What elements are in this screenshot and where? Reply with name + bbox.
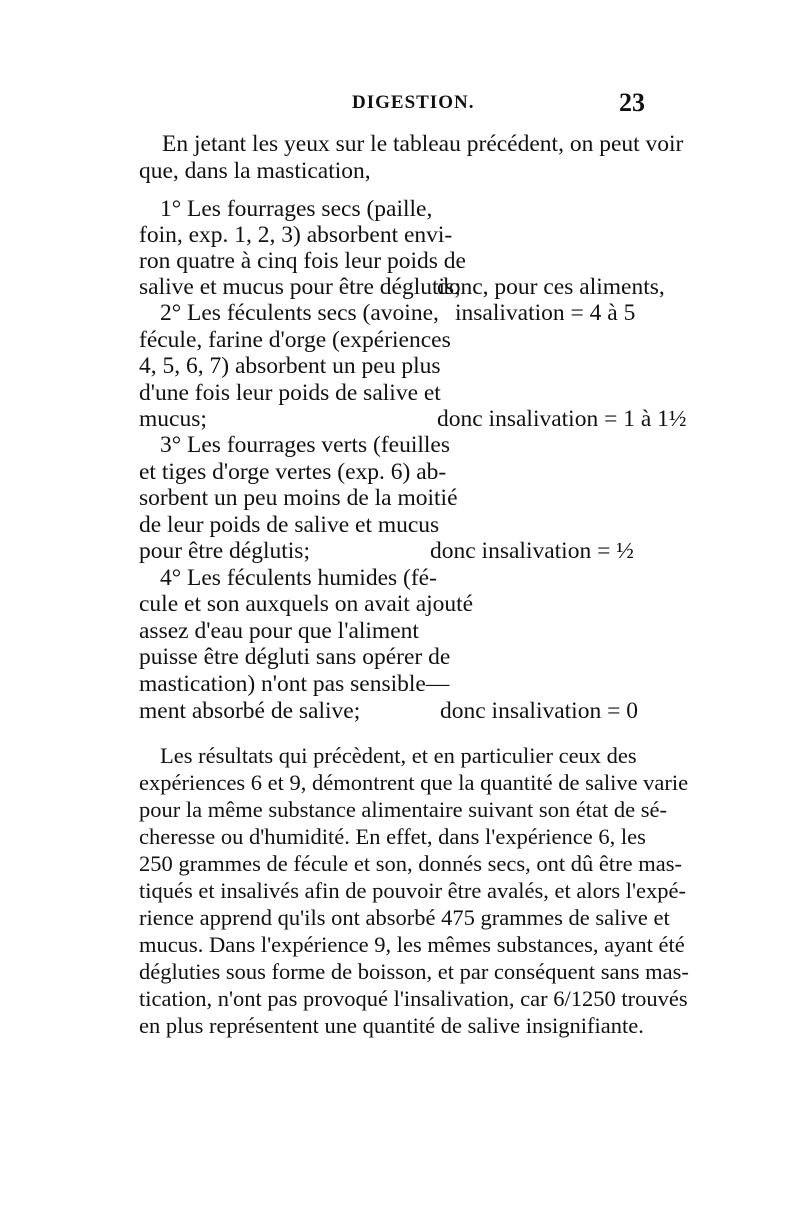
item-4-line: 4° Les féculents humides (fé- [160, 565, 437, 591]
item-3-insalivation: donc insalivation = ½ [430, 538, 634, 564]
paragraph-line: tication, n'ont pas provoqué l'insalivation, car 6/1250 trouvés [139, 986, 688, 1011]
item-2-line: 2° Les féculents secs (avoine, [160, 300, 439, 326]
item-2-insalivation: donc insalivation = 1 à 1½ [437, 406, 687, 432]
intro-line: En jetant les yeux sur le tableau précédent, on peut voir [162, 131, 684, 157]
paragraph-line: cheresse ou d'humidité. En effet, dans l'expérience 6, les [139, 824, 646, 849]
paragraph-line: dégluties sous forme de boisson, et par conséquent sans mas- [139, 959, 689, 984]
item-2-line: d'une fois leur poids de salive et [139, 380, 441, 406]
paragraph-line: pour la même substance alimentaire suivant son état de sé- [139, 797, 667, 822]
item-4-line: puisse être dégluti sans opérer de [139, 644, 451, 670]
paragraph-line: 250 grammes de fécule et son, donnés secs, ont dû être mas- [139, 851, 682, 876]
running-title: DIGESTION. [352, 92, 475, 113]
item-4-line: assez d'eau pour que l'aliment [139, 618, 419, 644]
item-1-line: salive et mucus pour être déglutis; [139, 274, 461, 300]
paragraph-line: mucus. Dans l'expérience 9, les mêmes substances, ayant été [139, 932, 685, 957]
item-1-conclusion: donc, pour ces aliments, [437, 274, 665, 300]
paragraph-line: rience apprend qu'ils ont absorbé 475 grammes de salive et [139, 905, 670, 930]
item-4-line: mastication) n'ont pas sensible— [139, 671, 450, 697]
item-2-line: mucus; [139, 406, 207, 432]
item-3-line: de leur poids de salive et mucus [139, 512, 440, 538]
item-3-line: pour être déglutis; [139, 538, 310, 564]
paragraph-line: tiqués et insalivés afin de pouvoir être avalés, et alors l'expé- [139, 878, 686, 903]
item-3-line: sorbent un peu moins de la moitié [139, 485, 458, 511]
page-number: 23 [619, 88, 645, 117]
item-3-line: et tiges d'orge vertes (exp. 6) ab- [139, 459, 447, 485]
item-4-line: ment absorbé de salive; [139, 698, 361, 724]
paragraph-line: en plus représentent une quantité de salive insignifiante. [139, 1013, 644, 1038]
item-3-line: 3° Les fourrages verts (feuilles [160, 432, 450, 458]
intro-line: que, dans la mastication, [139, 158, 371, 184]
item-1-insalivation: insalivation = 4 à 5 [455, 300, 636, 326]
item-1-line: foin, exp. 1, 2, 3) absorbent envi- [139, 222, 453, 248]
item-4-insalivation: donc insalivation = 0 [440, 698, 638, 724]
item-4-line: cule et son auxquels on avait ajouté [139, 591, 474, 617]
paragraph-line: Les résultats qui précèdent, et en particulier ceux des [160, 743, 637, 768]
item-2-line: fécule, farine d'orge (expériences [139, 327, 451, 353]
item-2-line: 4, 5, 6, 7) absorbent un peu plus [139, 353, 441, 379]
item-1-line: 1° Les fourrages secs (paille, [160, 196, 433, 222]
paragraph-line: expériences 6 et 9, démontrent que la quantité de salive varie [139, 770, 689, 795]
item-1-line: ron quatre à cinq fois leur poids de [139, 248, 466, 274]
